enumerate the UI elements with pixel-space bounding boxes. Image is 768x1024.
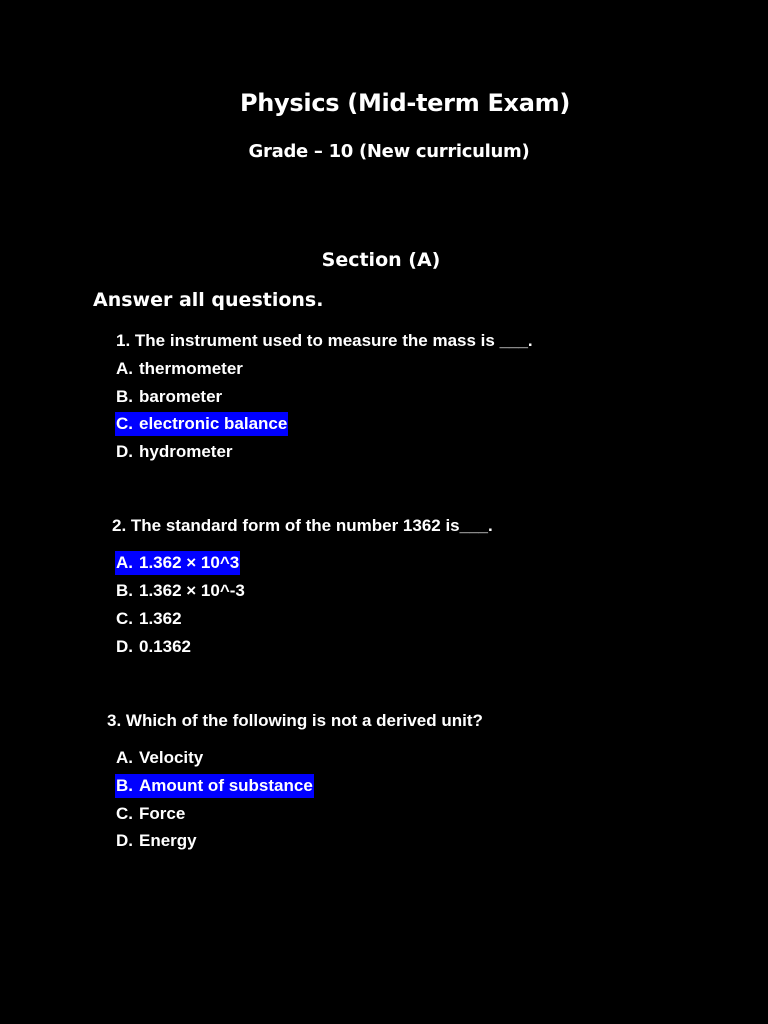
question-3-option-c [115,802,186,826]
option-text: Energy [139,831,197,850]
question-1-option-d [115,440,234,464]
option-text: thermometer [139,359,243,378]
question-2-option-d [115,635,192,659]
option-letter: D. [116,442,133,461]
question-2-text: 2. The standard form of the number 1362 is___. [112,516,493,535]
option-letter: B. [116,581,133,600]
question-1-option-b [115,385,223,409]
option-letter: B. [116,776,133,795]
option-text: hydrometer [139,442,233,461]
option-text: Velocity [139,748,204,767]
exam-subtitle: Grade – 10 (New curriculum) [248,141,530,162]
question-3-option-b-selected [115,774,314,798]
question-1-option-a [115,357,244,381]
question-2-option-a-selected [115,551,240,575]
option-letter: A. [116,748,133,767]
option-letter: D. [116,637,133,656]
question-3-option-a [115,746,204,770]
option-text: Force [139,804,186,823]
option-text: 1.362 [139,609,182,628]
section-heading: Section (A) [321,249,441,271]
option-letter: D. [116,831,133,850]
option-text: Amount of substance [139,776,313,795]
instructions: Answer all questions. [93,289,324,311]
option-letter: A. [116,359,133,378]
question-3-option-d [115,829,198,853]
option-letter: C. [116,414,133,433]
option-letter: A. [116,553,133,572]
question-2-option-c [115,607,183,631]
exam-title: Physics (Mid-term Exam) [239,89,570,117]
question-3-text: 3. Which of the following is not a derived unit? [107,711,483,730]
option-letter: C. [116,804,133,823]
option-letter: B. [116,387,133,406]
option-letter: C. [116,609,133,628]
option-text: 1.362 × 10^3 [139,553,240,572]
question-2-option-b [115,579,246,603]
option-text: electronic balance [139,414,288,433]
option-text: barometer [139,387,223,406]
option-text: 1.362 × 10^-3 [139,581,245,600]
question-1-text: 1. The instrument used to measure the mass is ___. [116,331,533,350]
option-text: 0.1362 [139,637,191,656]
question-1-option-c-selected [115,412,288,436]
